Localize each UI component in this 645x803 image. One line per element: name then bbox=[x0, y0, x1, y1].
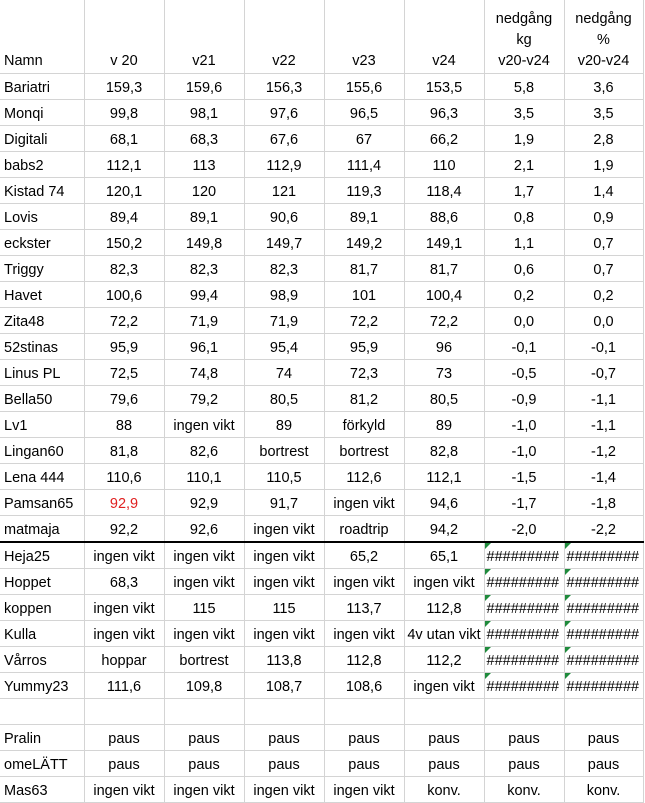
cell-value[interactable] bbox=[564, 542, 643, 569]
cell-name[interactable]: Yummy23 bbox=[0, 673, 84, 699]
cell-value[interactable]: 120 bbox=[164, 178, 244, 204]
cell-name[interactable]: koppen bbox=[0, 595, 84, 621]
cell-name[interactable]: Heja25 bbox=[0, 542, 84, 569]
cell-value[interactable]: -1,4 bbox=[564, 464, 643, 490]
cell-value[interactable]: paus bbox=[484, 725, 564, 751]
cell-name[interactable]: Lv1 bbox=[0, 412, 84, 438]
table-row bbox=[0, 204, 643, 230]
cell-name[interactable]: Zita48 bbox=[0, 308, 84, 334]
cell-value[interactable]: 66,2 bbox=[404, 126, 484, 152]
cell-value[interactable]: 3,5 bbox=[484, 100, 564, 126]
cell-value[interactable]: 74,8 bbox=[164, 360, 244, 386]
cell-value[interactable] bbox=[564, 569, 643, 595]
cell-value[interactable]: 72,3 bbox=[324, 360, 404, 386]
cell-value[interactable]: 159,6 bbox=[164, 74, 244, 100]
cell-value[interactable] bbox=[484, 647, 564, 673]
header-kg-line2: kg bbox=[516, 32, 532, 48]
cell-value[interactable]: -0,5 bbox=[484, 360, 564, 386]
cell-value[interactable] bbox=[564, 647, 643, 673]
cell-value[interactable]: 112,9 bbox=[244, 152, 324, 178]
cell-value[interactable]: paus bbox=[324, 725, 404, 751]
cell-value[interactable]: 81,7 bbox=[324, 256, 404, 282]
cell-name[interactable]: matmaja bbox=[0, 516, 84, 543]
cell-value[interactable]: 0,9 bbox=[564, 204, 643, 230]
cell-name[interactable]: Hoppet bbox=[0, 569, 84, 595]
cell-name[interactable]: 52stinas bbox=[0, 334, 84, 360]
table-row bbox=[0, 490, 643, 516]
cell-hash-text: ######### bbox=[486, 679, 560, 695]
cell-value[interactable]: 2,1 bbox=[484, 152, 564, 178]
cell-value[interactable]: 3,6 bbox=[564, 74, 643, 100]
cell-value[interactable]: 97,6 bbox=[244, 100, 324, 126]
cell-value[interactable]: 101 bbox=[324, 282, 404, 308]
cell-value[interactable]: paus bbox=[84, 725, 164, 751]
cell-value[interactable]: 67 bbox=[324, 126, 404, 152]
cell-name[interactable]: Bella50 bbox=[0, 386, 84, 412]
table-row bbox=[0, 74, 643, 100]
cell-value[interactable] bbox=[484, 673, 564, 699]
table-row bbox=[0, 647, 643, 673]
cell-value[interactable]: ingen vikt bbox=[164, 412, 244, 438]
table-row bbox=[0, 725, 643, 751]
cell-value[interactable]: paus bbox=[404, 751, 484, 777]
cell-value[interactable]: ingen vikt bbox=[324, 777, 404, 803]
cell-hash-text: ######### bbox=[486, 575, 560, 591]
table-row bbox=[0, 256, 643, 282]
table-row bbox=[0, 230, 643, 256]
cell-value[interactable]: 92,2 bbox=[84, 516, 164, 543]
cell-value[interactable]: 89,4 bbox=[84, 204, 164, 230]
cell-value[interactable]: 74 bbox=[244, 360, 324, 386]
cell-value[interactable]: 113,8 bbox=[244, 647, 324, 673]
cell-value[interactable] bbox=[484, 569, 564, 595]
error-marker-icon bbox=[485, 673, 491, 679]
cell-value[interactable]: ingen vikt bbox=[244, 569, 324, 595]
cell-value[interactable]: 89 bbox=[244, 412, 324, 438]
cell-value[interactable]: ingen vikt bbox=[84, 621, 164, 647]
cell-value[interactable]: -1,2 bbox=[564, 438, 643, 464]
header-kg-line3: v20-v24 bbox=[498, 53, 550, 69]
cell-value[interactable]: 71,9 bbox=[164, 308, 244, 334]
cell-value[interactable]: 91,7 bbox=[244, 490, 324, 516]
table-row bbox=[0, 595, 643, 621]
cell-hash-text: ######### bbox=[566, 627, 640, 643]
cell-value[interactable]: ingen vikt bbox=[324, 569, 404, 595]
cell-value[interactable]: 89 bbox=[404, 412, 484, 438]
cell-value[interactable]: roadtrip bbox=[324, 516, 404, 543]
cell-name[interactable]: Mas63 bbox=[0, 777, 84, 803]
error-marker-icon bbox=[485, 569, 491, 575]
cell-value[interactable] bbox=[484, 595, 564, 621]
table-row bbox=[0, 282, 643, 308]
cell-value[interactable]: -2,2 bbox=[564, 516, 643, 543]
cell-value[interactable]: ingen vikt bbox=[84, 777, 164, 803]
cell-value[interactable]: 159,3 bbox=[84, 74, 164, 100]
cell-value[interactable]: -0,1 bbox=[564, 334, 643, 360]
cell-value[interactable]: 110,1 bbox=[164, 464, 244, 490]
cell-value[interactable]: -1,1 bbox=[564, 386, 643, 412]
cell-value[interactable]: 113,7 bbox=[324, 595, 404, 621]
cell-hash-text: ######### bbox=[566, 653, 640, 669]
cell-value[interactable]: 89,1 bbox=[324, 204, 404, 230]
cell-value[interactable]: 111,6 bbox=[84, 673, 164, 699]
cell-hash-text: ######### bbox=[566, 575, 640, 591]
table-row bbox=[0, 699, 643, 725]
table-row bbox=[0, 569, 643, 595]
cell-name[interactable]: Lingan60 bbox=[0, 438, 84, 464]
cell-value[interactable]: 79,6 bbox=[84, 386, 164, 412]
cell-value[interactable]: 95,9 bbox=[324, 334, 404, 360]
table-row bbox=[0, 751, 643, 777]
cell-value[interactable]: paus bbox=[484, 751, 564, 777]
cell-value[interactable]: 0,6 bbox=[484, 256, 564, 282]
cell-value[interactable]: 153,5 bbox=[404, 74, 484, 100]
cell-value[interactable] bbox=[484, 621, 564, 647]
header-pct-line2: % bbox=[597, 32, 610, 48]
cell-name[interactable]: Linus PL bbox=[0, 360, 84, 386]
header-pct-line1: nedgång bbox=[575, 11, 632, 27]
cell-value[interactable]: paus bbox=[564, 751, 643, 777]
cell-value[interactable] bbox=[484, 542, 564, 569]
cell-value[interactable]: 96,1 bbox=[164, 334, 244, 360]
cell-value[interactable]: ingen vikt bbox=[164, 621, 244, 647]
cell-value[interactable]: 110 bbox=[404, 152, 484, 178]
cell-value[interactable] bbox=[164, 699, 244, 725]
table-row bbox=[0, 100, 643, 126]
cell-value[interactable]: paus bbox=[164, 751, 244, 777]
cell-value[interactable] bbox=[324, 699, 404, 725]
cell-value[interactable]: 115 bbox=[244, 595, 324, 621]
cell-value[interactable]: ingen vikt bbox=[164, 542, 244, 569]
cell-value[interactable]: 112,2 bbox=[404, 647, 484, 673]
error-marker-icon bbox=[565, 543, 571, 549]
cell-value[interactable]: 100,4 bbox=[404, 282, 484, 308]
cell-value[interactable] bbox=[564, 673, 643, 699]
cell-value[interactable]: paus bbox=[564, 725, 643, 751]
header-v23[interactable]: v23 bbox=[324, 0, 404, 74]
cell-value[interactable]: 0,0 bbox=[484, 308, 564, 334]
cell-value[interactable]: 95,9 bbox=[84, 334, 164, 360]
cell-value[interactable]: 98,1 bbox=[164, 100, 244, 126]
cell-value[interactable]: 68,3 bbox=[84, 569, 164, 595]
header-row bbox=[0, 0, 643, 74]
cell-value[interactable]: bortrest bbox=[244, 438, 324, 464]
cell-value[interactable]: ingen vikt bbox=[164, 569, 244, 595]
table-row bbox=[0, 438, 643, 464]
cell-name[interactable]: Pamsan65 bbox=[0, 490, 84, 516]
cell-name[interactable] bbox=[0, 699, 84, 725]
table-row bbox=[0, 673, 643, 699]
cell-value[interactable]: 68,3 bbox=[164, 126, 244, 152]
cell-value[interactable]: -0,7 bbox=[564, 360, 643, 386]
header-v22[interactable]: v22 bbox=[244, 0, 324, 74]
cell-value[interactable]: 67,6 bbox=[244, 126, 324, 152]
table-row bbox=[0, 386, 643, 412]
cell-name[interactable]: babs2 bbox=[0, 152, 84, 178]
error-marker-icon bbox=[565, 647, 571, 653]
cell-value[interactable]: -1,7 bbox=[484, 490, 564, 516]
cell-value[interactable]: ingen vikt bbox=[244, 621, 324, 647]
cell-value[interactable]: 120,1 bbox=[84, 178, 164, 204]
cell-hash-text: ######### bbox=[566, 679, 640, 695]
cell-value[interactable]: 112,6 bbox=[324, 464, 404, 490]
cell-value[interactable]: ingen vikt bbox=[324, 621, 404, 647]
cell-value[interactable]: 79,2 bbox=[164, 386, 244, 412]
cell-value[interactable]: 82,3 bbox=[164, 256, 244, 282]
cell-value[interactable]: 112,8 bbox=[404, 595, 484, 621]
cell-value[interactable]: 113 bbox=[164, 152, 244, 178]
cell-value[interactable]: bortrest bbox=[324, 438, 404, 464]
cell-value[interactable]: 98,9 bbox=[244, 282, 324, 308]
cell-hash-text: ######### bbox=[486, 627, 560, 643]
cell-value[interactable]: 149,7 bbox=[244, 230, 324, 256]
table-row bbox=[0, 178, 643, 204]
cell-value[interactable]: 72,2 bbox=[324, 308, 404, 334]
cell-hash-text: ######### bbox=[566, 601, 640, 617]
cell-value[interactable]: 149,8 bbox=[164, 230, 244, 256]
error-marker-icon bbox=[565, 673, 571, 679]
cell-value[interactable]: 109,8 bbox=[164, 673, 244, 699]
cell-value[interactable]: ingen vikt bbox=[324, 490, 404, 516]
cell-value[interactable]: 80,5 bbox=[404, 386, 484, 412]
cell-value[interactable]: konv. bbox=[564, 777, 643, 803]
cell-value[interactable] bbox=[84, 699, 164, 725]
cell-value[interactable] bbox=[564, 699, 643, 725]
cell-name[interactable]: Vårros bbox=[0, 647, 84, 673]
cell-value[interactable]: 0,2 bbox=[484, 282, 564, 308]
cell-value[interactable]: 110,6 bbox=[84, 464, 164, 490]
cell-value[interactable]: paus bbox=[324, 751, 404, 777]
cell-value[interactable]: hoppar bbox=[84, 647, 164, 673]
cell-value[interactable]: 72,2 bbox=[404, 308, 484, 334]
error-marker-icon bbox=[485, 543, 491, 549]
cell-value[interactable]: 92,6 bbox=[164, 516, 244, 543]
cell-value[interactable] bbox=[484, 699, 564, 725]
cell-value[interactable]: 0,7 bbox=[564, 256, 643, 282]
cell-value[interactable]: -0,9 bbox=[484, 386, 564, 412]
cell-value[interactable]: ingen vikt bbox=[404, 673, 484, 699]
cell-value[interactable]: -0,1 bbox=[484, 334, 564, 360]
cell-value[interactable]: 82,3 bbox=[84, 256, 164, 282]
table-row bbox=[0, 334, 643, 360]
cell-value[interactable]: 108,6 bbox=[324, 673, 404, 699]
table-row bbox=[0, 542, 643, 569]
cell-value[interactable]: 89,1 bbox=[164, 204, 244, 230]
cell-value[interactable]: ingen vikt bbox=[244, 777, 324, 803]
cell-value[interactable]: 96,3 bbox=[404, 100, 484, 126]
cell-value[interactable]: 112,1 bbox=[84, 152, 164, 178]
error-marker-icon bbox=[565, 621, 571, 627]
cell-value[interactable]: 112,1 bbox=[404, 464, 484, 490]
cell-value[interactable]: 1,1 bbox=[484, 230, 564, 256]
cell-name[interactable]: Lovis bbox=[0, 204, 84, 230]
cell-value[interactable]: 1,9 bbox=[484, 126, 564, 152]
cell-value[interactable]: 0,2 bbox=[564, 282, 643, 308]
cell-value[interactable]: bortrest bbox=[164, 647, 244, 673]
cell-value[interactable]: paus bbox=[404, 725, 484, 751]
cell-value[interactable]: 82,3 bbox=[244, 256, 324, 282]
cell-value[interactable]: 115 bbox=[164, 595, 244, 621]
cell-value[interactable] bbox=[564, 621, 643, 647]
cell-name[interactable]: Kulla bbox=[0, 621, 84, 647]
cell-value[interactable]: 99,4 bbox=[164, 282, 244, 308]
cell-value[interactable] bbox=[404, 699, 484, 725]
cell-value[interactable]: 5,8 bbox=[484, 74, 564, 100]
cell-value[interactable]: 0,8 bbox=[484, 204, 564, 230]
cell-value[interactable]: 110,5 bbox=[244, 464, 324, 490]
cell-value[interactable]: -1,5 bbox=[484, 464, 564, 490]
table-row bbox=[0, 621, 643, 647]
cell-name[interactable]: Bariatri bbox=[0, 74, 84, 100]
cell-value[interactable]: 119,3 bbox=[324, 178, 404, 204]
cell-value[interactable]: 108,7 bbox=[244, 673, 324, 699]
header-v20[interactable]: v 20 bbox=[84, 0, 164, 74]
cell-value[interactable]: paus bbox=[244, 725, 324, 751]
cell-value[interactable]: 88,6 bbox=[404, 204, 484, 230]
cell-name[interactable]: eckster bbox=[0, 230, 84, 256]
cell-value[interactable]: konv. bbox=[484, 777, 564, 803]
cell-value[interactable]: 65,2 bbox=[324, 542, 404, 569]
cell-value[interactable]: paus bbox=[164, 725, 244, 751]
cell-value[interactable]: 96,5 bbox=[324, 100, 404, 126]
error-marker-icon bbox=[485, 595, 491, 601]
cell-value[interactable]: 149,1 bbox=[404, 230, 484, 256]
cell-value[interactable]: -1,1 bbox=[564, 412, 643, 438]
cell-value[interactable]: 94,2 bbox=[404, 516, 484, 543]
header-namn[interactable]: Namn bbox=[0, 0, 84, 74]
cell-value[interactable]: 95,4 bbox=[244, 334, 324, 360]
table-row bbox=[0, 777, 643, 803]
cell-value[interactable]: 92,9 bbox=[84, 490, 164, 516]
cell-value[interactable]: förkyld bbox=[324, 412, 404, 438]
header-nedgang-pct[interactable] bbox=[564, 0, 643, 74]
cell-value[interactable]: 81,7 bbox=[404, 256, 484, 282]
cell-hash-text: ######### bbox=[566, 549, 640, 565]
cell-name[interactable]: Triggy bbox=[0, 256, 84, 282]
cell-value[interactable]: 149,2 bbox=[324, 230, 404, 256]
error-marker-icon bbox=[485, 647, 491, 653]
table-row bbox=[0, 126, 643, 152]
header-kg-line1: nedgång bbox=[495, 11, 553, 27]
cell-value[interactable]: 150,2 bbox=[84, 230, 164, 256]
cell-hash-text: ######### bbox=[486, 549, 560, 565]
cell-value[interactable]: 96 bbox=[404, 334, 484, 360]
table-row bbox=[0, 360, 643, 386]
cell-value[interactable]: konv. bbox=[404, 777, 484, 803]
header-nedgang-kg[interactable] bbox=[484, 0, 564, 74]
cell-value[interactable]: 90,6 bbox=[244, 204, 324, 230]
cell-value[interactable]: 3,5 bbox=[564, 100, 643, 126]
table-row bbox=[0, 308, 643, 334]
cell-value[interactable]: 81,8 bbox=[84, 438, 164, 464]
cell-value[interactable]: ingen vikt bbox=[244, 542, 324, 569]
cell-name[interactable]: Lena 444 bbox=[0, 464, 84, 490]
cell-value[interactable]: 73 bbox=[404, 360, 484, 386]
cell-value[interactable]: ingen vikt bbox=[244, 516, 324, 543]
header-v21[interactable]: v21 bbox=[164, 0, 244, 74]
cell-value[interactable]: 112,8 bbox=[324, 647, 404, 673]
cell-value[interactable]: 68,1 bbox=[84, 126, 164, 152]
cell-value[interactable]: 72,5 bbox=[84, 360, 164, 386]
header-pct-line3: v20-v24 bbox=[577, 53, 630, 69]
cell-value[interactable]: 121 bbox=[244, 178, 324, 204]
cell-name[interactable]: Pralin bbox=[0, 725, 84, 751]
cell-value[interactable]: -1,0 bbox=[484, 412, 564, 438]
cell-value[interactable]: ingen vikt bbox=[84, 542, 164, 569]
cell-value[interactable]: 1,9 bbox=[564, 152, 643, 178]
cell-name[interactable]: Kistad 74 bbox=[0, 178, 84, 204]
cell-value[interactable]: 2,8 bbox=[564, 126, 643, 152]
cell-value[interactable]: 111,4 bbox=[324, 152, 404, 178]
error-marker-icon bbox=[485, 621, 491, 627]
cell-value[interactable] bbox=[564, 595, 643, 621]
cell-value[interactable]: 72,2 bbox=[84, 308, 164, 334]
cell-value[interactable]: 65,1 bbox=[404, 542, 484, 569]
cell-value[interactable]: 71,9 bbox=[244, 308, 324, 334]
cell-value[interactable]: 1,7 bbox=[484, 178, 564, 204]
cell-value[interactable]: 88 bbox=[84, 412, 164, 438]
cell-name[interactable]: Havet bbox=[0, 282, 84, 308]
cell-value[interactable]: -1,8 bbox=[564, 490, 643, 516]
cell-value[interactable]: 94,6 bbox=[404, 490, 484, 516]
cell-name[interactable]: Monqi bbox=[0, 100, 84, 126]
cell-name[interactable]: Digitali bbox=[0, 126, 84, 152]
error-marker-icon bbox=[565, 595, 571, 601]
cell-value[interactable]: 156,3 bbox=[244, 74, 324, 100]
cell-value[interactable]: 0,7 bbox=[564, 230, 643, 256]
cell-value[interactable]: paus bbox=[244, 751, 324, 777]
cell-value[interactable]: -2,0 bbox=[484, 516, 564, 543]
error-marker-icon bbox=[565, 569, 571, 575]
cell-name[interactable]: omeLÄTT bbox=[0, 751, 84, 777]
cell-value[interactable]: 92,9 bbox=[164, 490, 244, 516]
cell-value[interactable]: 80,5 bbox=[244, 386, 324, 412]
cell-value[interactable]: 82,8 bbox=[404, 438, 484, 464]
cell-value[interactable] bbox=[244, 699, 324, 725]
cell-value[interactable]: 118,4 bbox=[404, 178, 484, 204]
cell-value[interactable]: 99,8 bbox=[84, 100, 164, 126]
cell-hash-text: ######### bbox=[486, 601, 560, 617]
table-row bbox=[0, 516, 643, 543]
cell-value[interactable]: 0,0 bbox=[564, 308, 643, 334]
cell-hash-text: ######### bbox=[486, 653, 560, 669]
cell-value[interactable]: ingen vikt bbox=[84, 595, 164, 621]
cell-value[interactable]: 1,4 bbox=[564, 178, 643, 204]
cell-value[interactable]: 82,6 bbox=[164, 438, 244, 464]
table-row bbox=[0, 412, 643, 438]
cell-value[interactable]: paus bbox=[84, 751, 164, 777]
cell-value[interactable]: 4v utan vikt bbox=[404, 621, 484, 647]
cell-value[interactable]: ingen vikt bbox=[404, 569, 484, 595]
cell-value[interactable]: ingen vikt bbox=[164, 777, 244, 803]
cell-value[interactable]: 81,2 bbox=[324, 386, 404, 412]
cell-value[interactable]: -1,0 bbox=[484, 438, 564, 464]
table-row bbox=[0, 152, 643, 178]
cell-value[interactable]: 155,6 bbox=[324, 74, 404, 100]
cell-value[interactable]: 100,6 bbox=[84, 282, 164, 308]
header-v24[interactable]: v24 bbox=[404, 0, 484, 74]
table-row bbox=[0, 464, 643, 490]
